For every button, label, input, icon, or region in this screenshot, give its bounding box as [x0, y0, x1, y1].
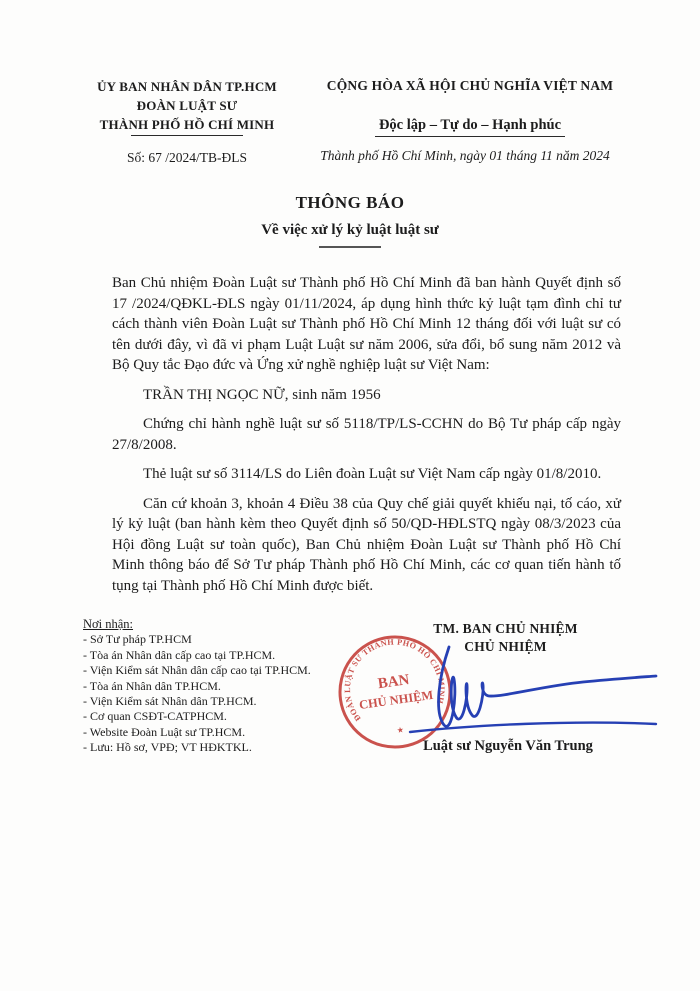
paragraph-lawyer-card: Thẻ luật sư số 3114/LS do Liên đoàn Luật sư Việt Nam cấp ngày 01/8/2010. — [143, 466, 602, 482]
document-subtitle: Về việc xử lý kỷ luật luật sư — [261, 222, 439, 238]
national-header-block — [312, 78, 628, 137]
on-behalf-line: TM. BAN CHỦ NHIỆM — [433, 621, 578, 636]
city-name: THÀNH PHỐ HỒ CHÍ MINH — [99, 117, 275, 132]
issuing-authority: ỦY BAN NHÂN DÂN TP.HCM — [97, 79, 277, 94]
recipients-label: Nơi nhận: — [83, 617, 134, 631]
stamp-star: ★ — [396, 725, 405, 736]
national-motto: Độc lập – Tự do – Hạnh phúc — [375, 117, 565, 137]
recipient-item: - Lưu: Hồ sơ, VPĐ; VT HĐKTKL. — [83, 740, 252, 755]
document-body — [112, 273, 621, 605]
place-and-date: Thành phố Hồ Chí Minh, ngày 01 tháng 11 năm 2024 — [320, 148, 610, 163]
stamp-center-line2: CHỦ NHIỆM — [358, 687, 435, 713]
position-line: CHỦ NHIỆM — [464, 639, 547, 654]
stamp-ring-text: ĐOÀN LUẬT SƯ THÀNH PHỐ HỒ CHÍ MINH — [343, 637, 447, 723]
header-left-rule — [131, 135, 243, 136]
document-title: THÔNG BÁO — [295, 193, 405, 212]
title-rule — [319, 246, 381, 248]
document-number: Số: 67 /2024/TB-ĐLS — [126, 150, 247, 165]
recipient-item: - Website Đoàn Luật sư TP.HCM. — [83, 724, 246, 739]
recipient-item: - Cơ quan CSĐT-CATPHCM. — [83, 709, 227, 724]
recipient-item: - Tòa án Nhân dân cấp cao tại TP.HCM. — [83, 647, 276, 662]
recipient-item: - Viện Kiểm sát Nhân dân TP.HCM. — [83, 694, 257, 709]
paragraph-lawyer-name: TRẦN THỊ NGỌC NỮ, sinh năm 1956 — [143, 386, 381, 403]
national-title: CỘNG HÒA XÃ HỘI CHỦ NGHĨA VIỆT NAM — [326, 78, 614, 93]
bar-association-name: ĐOÀN LUẬT SƯ — [136, 98, 238, 113]
recipient-item: - Tòa án Nhân dân TP.HCM. — [83, 678, 221, 693]
paragraph-decision: Ban Chủ nhiệm Đoàn Luật sư Thành phố Hồ Chí Minh đã ban hành Quyết định số 17 /2024/QĐKL-ĐLS ngày 01/11/2024, áp dụng hình thức kỷ luật tạm đình chỉ tư cách thành viên Đoàn Luật sư Thành phố Hồ Chí Minh 12 tháng đối với luật sư có tên dưới đây, vì đã vi phạm Luật Luật sư năm 2006, sửa đổi, bổ sung năm 2012 và Bộ Quy tắc Đạo đức và Ứng xử nghề nghiệp luật sư Việt Nam: — [112, 275, 621, 373]
title-block — [0, 193, 700, 248]
recipient-item: - Viện Kiểm sát Nhân dân cấp cao tại TP.HCM. — [83, 663, 311, 678]
paragraph-legal-basis: Căn cứ khoản 3, khoản 4 Điều 38 của Quy chế giải quyết khiếu nại, tố cáo, xử lý kỷ luật (ban hành kèm theo Quyết định số 50/QD-HĐLSTQ ngày 08/3/2023 của Hội đồng Luật sư toàn quốc), Ban Chủ nhiệm Đoàn Luật sư Thành phố Hồ Chí Minh thông báo để Sở Tư pháp Thành phố Hồ Chí Minh, các cơ quan tiến hành tố tụng tại Thành phố Hồ Chí Minh được biết. — [112, 495, 621, 594]
signature-icon — [393, 638, 665, 746]
signer-name: Luật sư Nguyễn Văn Trung — [423, 738, 593, 754]
stamp-center-line1: BAN — [376, 671, 411, 693]
issuing-authority-block — [78, 77, 296, 136]
recipient-item: - Sở Tư pháp TP.HCM — [83, 632, 192, 647]
paragraph-certificate: Chứng chỉ hành nghề luật sư số 5118/TP/LS-CCHN do Bộ Tư pháp cấp ngày 27/8/2008. — [112, 416, 621, 453]
